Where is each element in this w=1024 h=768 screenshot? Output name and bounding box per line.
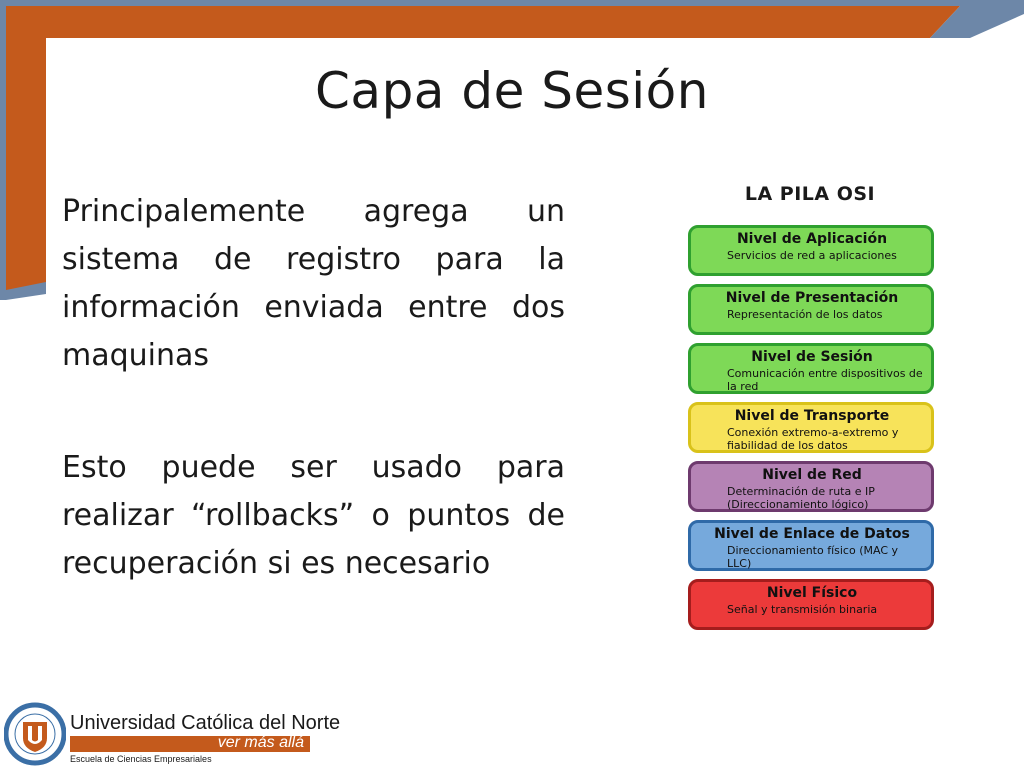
osi-stack-diagram bbox=[686, 183, 934, 638]
osi-layer-application bbox=[688, 225, 934, 276]
page-title: Capa de Sesión bbox=[315, 62, 709, 120]
layer-name: Nivel de Red bbox=[762, 467, 862, 483]
osi-layer-presentation bbox=[688, 284, 934, 335]
layer-desc: Servicios de red a aplicaciones bbox=[727, 249, 897, 262]
layer-name: Nivel Físico bbox=[766, 585, 858, 601]
layer-desc: Direccionamiento físico (MAC y LLC) bbox=[727, 544, 899, 570]
layer-desc: Determinación de ruta e IP (Direccionamiento lógico) bbox=[727, 485, 875, 511]
school-name: Escuela de Ciencias Empresariales bbox=[70, 754, 212, 764]
osi-title: LA PILA OSI bbox=[744, 183, 876, 205]
osi-layer-session bbox=[688, 343, 934, 394]
osi-layer-physical bbox=[688, 579, 934, 630]
osi-layer-transport bbox=[688, 402, 934, 453]
layer-desc: Representación de los datos bbox=[727, 308, 883, 321]
osi-layer-network bbox=[688, 461, 934, 512]
layer-name: Nivel de Presentación bbox=[725, 290, 899, 306]
layer-name: Nivel de Transporte bbox=[734, 408, 890, 424]
layer-desc: Comunicación entre dispositivos de la red bbox=[727, 367, 923, 393]
layer-desc: Señal y transmisión binaria bbox=[727, 603, 878, 616]
tagline-bar bbox=[70, 736, 310, 752]
layer-name: Nivel de Aplicación bbox=[736, 231, 888, 247]
paragraph-1: Principalemente agrega un sistema de registro para la información enviada entre dos maquinas bbox=[62, 194, 565, 373]
university-logo bbox=[4, 702, 341, 768]
osi-layer-datalink bbox=[688, 520, 934, 571]
layer-name: Nivel de Enlace de Datos bbox=[714, 526, 910, 542]
layer-name: Nivel de Sesión bbox=[751, 349, 873, 365]
shield-emblem-icon bbox=[4, 702, 66, 766]
tagline: ver más allá bbox=[217, 734, 304, 751]
paragraph-2: Esto puede ser usado para realizar “rollbacks” o puntos de recuperación si es necesario bbox=[62, 450, 565, 581]
university-name: Universidad Católica del Norte bbox=[70, 712, 341, 734]
body-text bbox=[62, 188, 565, 652]
layer-desc: Conexión extremo-a-extremo y fiabilidad de los datos bbox=[727, 426, 899, 452]
